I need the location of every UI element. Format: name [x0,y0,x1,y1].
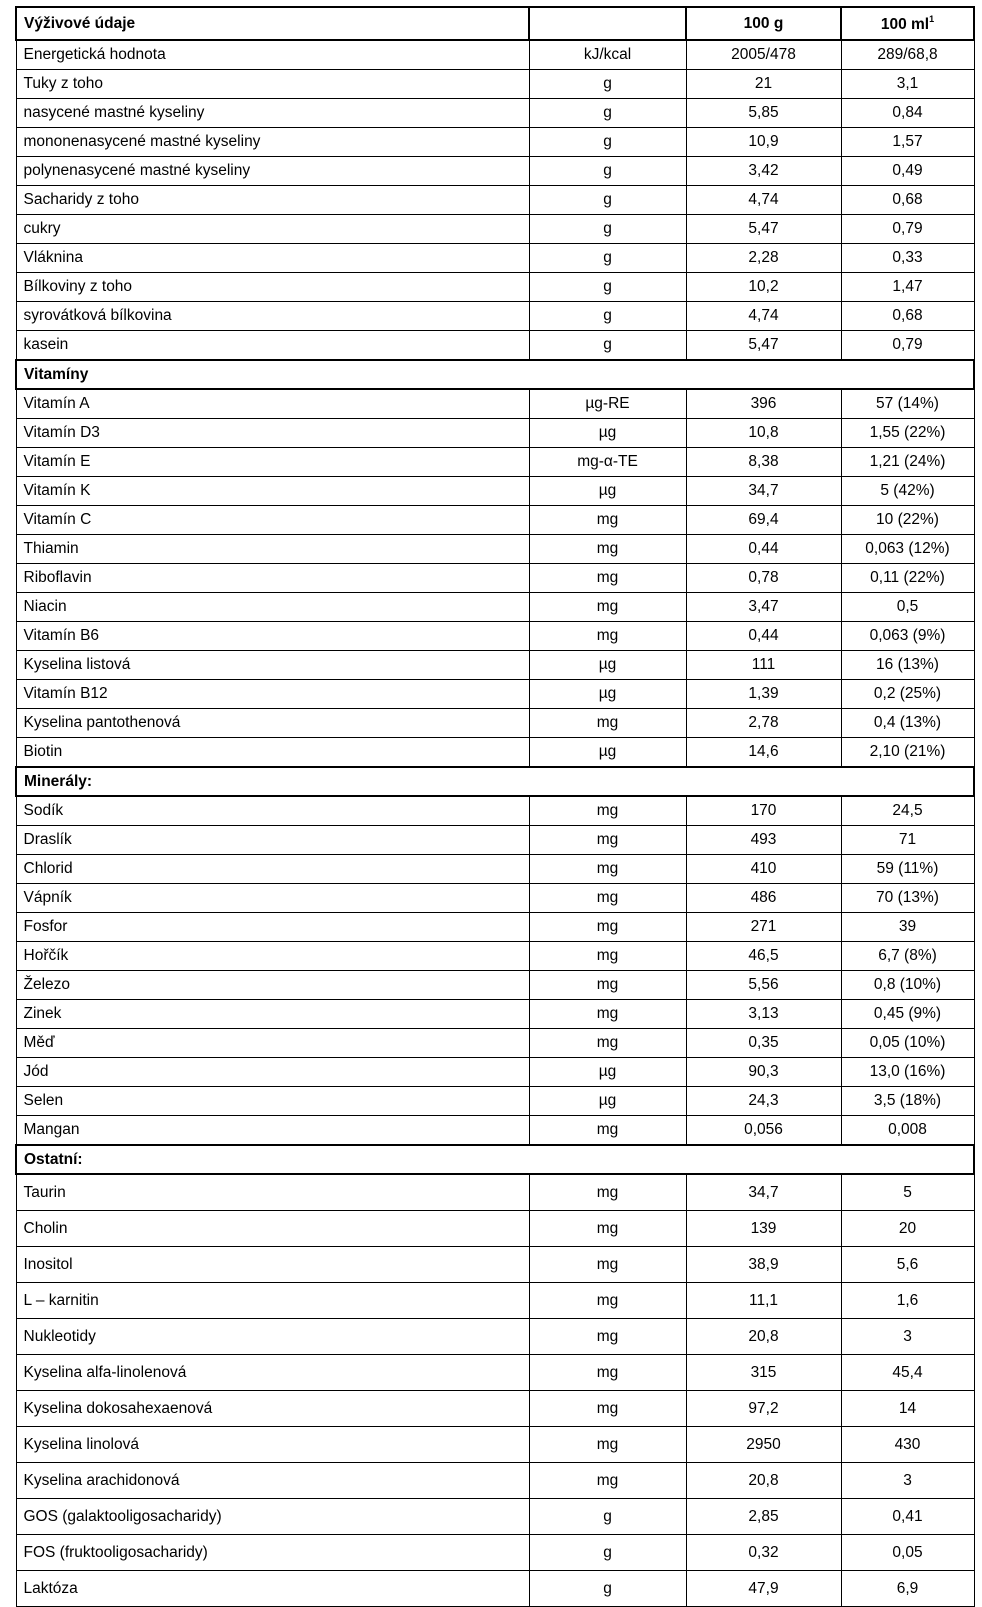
nutrient-name: GOS (galaktooligosacharidy) [16,1499,529,1535]
table-row [16,796,974,826]
table-row [16,99,974,128]
value-per-100ml: 16 (13%) [841,651,974,680]
nutrient-unit: mg [529,593,686,622]
value-per-100g: 271 [686,913,841,942]
value-per-100ml: 0,063 (9%) [841,622,974,651]
nutrient-unit: g [529,186,686,215]
nutrient-unit: mg [529,971,686,1000]
value-per-100ml: 39 [841,913,974,942]
table-row [16,826,974,855]
value-per-100g: 493 [686,826,841,855]
value-per-100ml: 0,008 [841,1116,974,1146]
nutrient-name: Jód [16,1058,529,1087]
table-row [16,70,974,99]
value-per-100g: 4,74 [686,186,841,215]
nutrient-name: Kyselina pantothenová [16,709,529,738]
value-per-100ml: 289/68,8 [841,40,974,70]
table-row [16,738,974,768]
nutrient-name: Laktóza [16,1571,529,1607]
table-row [16,913,974,942]
table-row [16,593,974,622]
table-row [16,884,974,913]
value-per-100g: 139 [686,1211,841,1247]
table-row [16,1463,974,1499]
value-per-100ml: 14 [841,1391,974,1427]
value-per-100ml: 0,063 (12%) [841,535,974,564]
value-per-100g: 315 [686,1355,841,1391]
nutrient-name: Vitamín K [16,477,529,506]
value-per-100ml: 0,79 [841,331,974,361]
table-row [16,448,974,477]
nutrition-table-body [16,7,974,1607]
nutrient-unit: µg [529,1087,686,1116]
section-header-row [16,1145,974,1174]
nutrient-unit: mg [529,535,686,564]
table-row [16,1283,974,1319]
section-title: Vitamíny [16,360,974,389]
value-per-100ml: 3,1 [841,70,974,99]
nutrient-unit: mg [529,564,686,593]
value-per-100ml: 0,11 (22%) [841,564,974,593]
table-row [16,244,974,273]
table-row [16,302,974,331]
table-row [16,419,974,448]
nutrient-name: cukry [16,215,529,244]
value-per-100ml: 0,5 [841,593,974,622]
table-row [16,506,974,535]
nutrient-unit: µg [529,419,686,448]
value-per-100g: 486 [686,884,841,913]
nutrient-name: Chlorid [16,855,529,884]
value-per-100ml: 0,68 [841,302,974,331]
value-per-100g: 2,78 [686,709,841,738]
value-per-100ml: 6,9 [841,1571,974,1607]
value-per-100g: 5,85 [686,99,841,128]
table-row [16,709,974,738]
value-per-100ml: 20 [841,1211,974,1247]
value-per-100g: 20,8 [686,1319,841,1355]
value-per-100ml: 0,05 (10%) [841,1029,974,1058]
value-per-100ml: 0,4 (13%) [841,709,974,738]
value-per-100g: 14,6 [686,738,841,768]
nutrient-unit: g [529,128,686,157]
nutrient-unit: g [529,1535,686,1571]
table-row [16,1087,974,1116]
table-row [16,1319,974,1355]
nutrient-name: Nukleotidy [16,1319,529,1355]
value-per-100g: 0,44 [686,535,841,564]
nutrient-name: Kyselina listová [16,651,529,680]
value-per-100ml: 1,47 [841,273,974,302]
nutrient-unit: µg [529,1058,686,1087]
nutrient-unit: g [529,244,686,273]
table-row [16,855,974,884]
nutrient-name: Kyselina arachidonová [16,1463,529,1499]
value-per-100g: 10,2 [686,273,841,302]
value-per-100g: 170 [686,796,841,826]
header-unit [529,7,686,40]
value-per-100g: 5,47 [686,331,841,361]
value-per-100g: 24,3 [686,1087,841,1116]
value-per-100g: 97,2 [686,1391,841,1427]
table-row [16,273,974,302]
footnote-marker: 1 [929,13,935,24]
nutrient-name: Sodík [16,796,529,826]
nutrient-name: nasycené mastné kyseliny [16,99,529,128]
nutrient-name: Energetická hodnota [16,40,529,70]
nutrient-unit: g [529,157,686,186]
value-per-100ml: 0,2 (25%) [841,680,974,709]
nutrient-name: L – karnitin [16,1283,529,1319]
table-row [16,1355,974,1391]
value-per-100ml: 5,6 [841,1247,974,1283]
table-row [16,1499,974,1535]
nutrient-name: Vápník [16,884,529,913]
nutrient-unit: mg [529,1000,686,1029]
value-per-100g: 410 [686,855,841,884]
value-per-100ml: 24,5 [841,796,974,826]
nutrient-unit: mg [529,796,686,826]
nutrient-unit: mg-α-TE [529,448,686,477]
nutrient-unit: µg [529,680,686,709]
value-per-100ml: 0,84 [841,99,974,128]
value-per-100g: 2,28 [686,244,841,273]
value-per-100g: 3,47 [686,593,841,622]
table-row [16,331,974,361]
nutrient-name: mononenasycené mastné kyseliny [16,128,529,157]
table-row [16,1211,974,1247]
value-per-100g: 5,56 [686,971,841,1000]
value-per-100g: 10,9 [686,128,841,157]
table-row [16,1247,974,1283]
nutrient-name: Inositol [16,1247,529,1283]
nutrient-unit: mg [529,1391,686,1427]
table-row [16,680,974,709]
nutrient-unit: g [529,99,686,128]
nutrient-unit: µg [529,651,686,680]
nutrient-unit: mg [529,1283,686,1319]
value-per-100g: 8,38 [686,448,841,477]
nutrient-name: Mangan [16,1116,529,1146]
nutrient-unit: g [529,1571,686,1607]
value-per-100g: 0,44 [686,622,841,651]
section-header-row [16,360,974,389]
value-per-100g: 20,8 [686,1463,841,1499]
table-row [16,157,974,186]
section-header-row [16,767,974,796]
nutrient-name: Fosfor [16,913,529,942]
nutrient-name: Vitamín C [16,506,529,535]
nutrient-unit: mg [529,855,686,884]
value-per-100ml: 5 [841,1174,974,1211]
value-per-100g: 69,4 [686,506,841,535]
nutrient-unit: µg [529,738,686,768]
section-title: Minerály: [16,767,974,796]
nutrient-name: Biotin [16,738,529,768]
table-row [16,564,974,593]
table-row [16,1174,974,1211]
nutrient-name: Vitamín B6 [16,622,529,651]
nutrient-unit: g [529,331,686,361]
value-per-100ml: 1,6 [841,1283,974,1319]
value-per-100g: 90,3 [686,1058,841,1087]
nutrient-name: Vláknina [16,244,529,273]
nutrient-unit: kJ/kcal [529,40,686,70]
value-per-100g: 3,13 [686,1000,841,1029]
table-row [16,1029,974,1058]
nutrient-name: Vitamín E [16,448,529,477]
value-per-100g: 2005/478 [686,40,841,70]
value-per-100g: 0,35 [686,1029,841,1058]
value-per-100ml: 0,33 [841,244,974,273]
value-per-100ml: 0,41 [841,1499,974,1535]
nutrient-name: Kyselina dokosahexaenová [16,1391,529,1427]
value-per-100ml: 3 [841,1463,974,1499]
nutrient-unit: g [529,70,686,99]
value-per-100ml: 13,0 (16%) [841,1058,974,1087]
value-per-100g: 2950 [686,1427,841,1463]
table-row [16,971,974,1000]
value-per-100g: 34,7 [686,1174,841,1211]
nutrient-unit: mg [529,826,686,855]
value-per-100g: 38,9 [686,1247,841,1283]
nutrient-name: Cholin [16,1211,529,1247]
section-title: Ostatní: [16,1145,974,1174]
value-per-100ml: 1,55 (22%) [841,419,974,448]
value-per-100g: 47,9 [686,1571,841,1607]
nutrient-name: syrovátková bílkovina [16,302,529,331]
nutrient-name: Železo [16,971,529,1000]
value-per-100g: 21 [686,70,841,99]
nutrient-name: FOS (fruktooligosacharidy) [16,1535,529,1571]
value-per-100g: 10,8 [686,419,841,448]
value-per-100ml: 10 (22%) [841,506,974,535]
nutrient-name: Taurin [16,1174,529,1211]
table-row [16,1116,974,1146]
nutrient-unit: g [529,302,686,331]
header-100g: 100 g [686,7,841,40]
table-row [16,477,974,506]
value-per-100ml: 430 [841,1427,974,1463]
nutrient-name: Vitamín B12 [16,680,529,709]
nutrient-name: Bílkoviny z toho [16,273,529,302]
nutrient-unit: mg [529,1319,686,1355]
header-100ml-label: 100 ml [880,15,930,33]
value-per-100g: 4,74 [686,302,841,331]
value-per-100ml: 2,10 (21%) [841,738,974,768]
nutrient-name: Vitamín A [16,389,529,419]
value-per-100g: 0,056 [686,1116,841,1146]
nutrient-name: Zinek [16,1000,529,1029]
nutrient-unit: g [529,215,686,244]
table-row [16,186,974,215]
header-row [16,7,974,40]
value-per-100ml: 45,4 [841,1355,974,1391]
value-per-100ml: 59 (11%) [841,855,974,884]
nutrient-unit: µg [529,477,686,506]
nutrient-name: Riboflavin [16,564,529,593]
header-100ml [841,7,974,40]
nutrient-name: Niacin [16,593,529,622]
nutrient-unit: mg [529,1116,686,1146]
value-per-100ml: 3 [841,1319,974,1355]
table-row [16,1058,974,1087]
table-row [16,1391,974,1427]
value-per-100g: 0,32 [686,1535,841,1571]
table-row [16,1427,974,1463]
nutrient-unit: mg [529,1463,686,1499]
table-row [16,1000,974,1029]
table-row [16,651,974,680]
nutrient-unit: mg [529,1174,686,1211]
value-per-100g: 11,1 [686,1283,841,1319]
nutrient-name: Měď [16,1029,529,1058]
value-per-100g: 111 [686,651,841,680]
nutrient-unit: g [529,1499,686,1535]
table-row [16,1571,974,1607]
value-per-100g: 34,7 [686,477,841,506]
nutrient-name: Tuky z toho [16,70,529,99]
nutrient-unit: mg [529,913,686,942]
value-per-100g: 0,78 [686,564,841,593]
table-row [16,128,974,157]
value-per-100ml: 0,8 (10%) [841,971,974,1000]
nutrient-unit: mg [529,1247,686,1283]
value-per-100ml: 1,57 [841,128,974,157]
nutrient-name: kasein [16,331,529,361]
value-per-100ml: 0,05 [841,1535,974,1571]
nutrient-name: Vitamín D3 [16,419,529,448]
nutrient-name: polynenasycené mastné kyseliny [16,157,529,186]
nutrient-unit: mg [529,709,686,738]
value-per-100ml: 71 [841,826,974,855]
value-per-100g: 46,5 [686,942,841,971]
value-per-100g: 3,42 [686,157,841,186]
nutrient-unit: µg-RE [529,389,686,419]
value-per-100ml: 0,68 [841,186,974,215]
nutrient-unit: mg [529,622,686,651]
nutrient-name: Kyselina linolová [16,1427,529,1463]
value-per-100ml: 0,79 [841,215,974,244]
value-per-100g: 1,39 [686,680,841,709]
table-row [16,215,974,244]
nutrient-unit: mg [529,1427,686,1463]
value-per-100ml: 1,21 (24%) [841,448,974,477]
nutrition-table [15,6,975,1607]
value-per-100g: 2,85 [686,1499,841,1535]
value-per-100ml: 57 (14%) [841,389,974,419]
nutrient-unit: mg [529,942,686,971]
table-row [16,40,974,70]
nutrient-unit: mg [529,506,686,535]
nutrient-name: Thiamin [16,535,529,564]
nutrient-unit: mg [529,1029,686,1058]
nutrient-name: Draslík [16,826,529,855]
header-title: Výživové údaje [16,7,529,40]
nutrient-name: Hořčík [16,942,529,971]
value-per-100ml: 5 (42%) [841,477,974,506]
table-row [16,389,974,419]
value-per-100ml: 3,5 (18%) [841,1087,974,1116]
value-per-100ml: 6,7 (8%) [841,942,974,971]
value-per-100ml: 70 (13%) [841,884,974,913]
nutrient-name: Selen [16,1087,529,1116]
table-row [16,535,974,564]
nutrient-unit: mg [529,1355,686,1391]
value-per-100ml: 0,45 (9%) [841,1000,974,1029]
value-per-100g: 396 [686,389,841,419]
nutrient-unit: mg [529,884,686,913]
nutrient-unit: mg [529,1211,686,1247]
nutrient-name: Kyselina alfa-linolenová [16,1355,529,1391]
nutrient-name: Sacharidy z toho [16,186,529,215]
table-row [16,1535,974,1571]
table-row [16,942,974,971]
nutrient-unit: g [529,273,686,302]
value-per-100g: 5,47 [686,215,841,244]
value-per-100ml: 0,49 [841,157,974,186]
table-row [16,622,974,651]
